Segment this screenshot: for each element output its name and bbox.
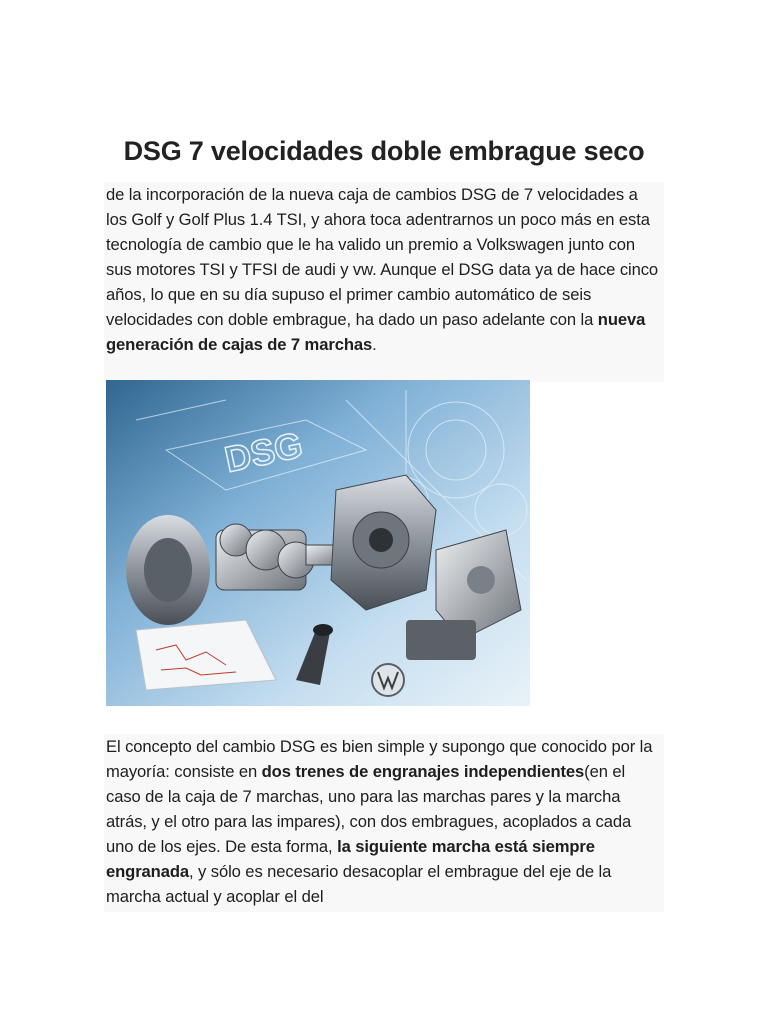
paragraph-concept-bold-1: dos trenes de engranajes independientes xyxy=(261,762,585,781)
dsg-gearbox-image xyxy=(106,380,530,706)
paragraph-concept-text-3: , y sólo es necesario desacoplar el embrague del eje de la marcha actual y acoplar el del xyxy=(106,862,612,906)
paragraph-intro-bold: nueva generación de cajas de 7 marchas xyxy=(106,310,646,354)
text-block-concept xyxy=(104,734,664,912)
dsg-logo-text: DSG xyxy=(221,423,306,481)
text-block-intro xyxy=(104,182,664,382)
paragraph-concept-text-2: (en el caso de la caja de 7 marchas, uno para las marchas pares y la marcha atrás, y el otro para las impares), con dos embragues, acoplados a cada uno de los ejes. De esta forma, xyxy=(106,762,632,856)
paragraph-concept-text-1: El concepto del cambio DSG es bien simple y supongo que conocido por la mayoría: consiste en xyxy=(106,737,653,781)
page-title: DSG 7 velocidades doble embrague seco xyxy=(123,136,645,166)
paragraph-concept-bold-2: la siguiente marcha está siempre engranada xyxy=(106,837,595,881)
paragraph-intro-end: . xyxy=(372,335,377,354)
paragraph-concept xyxy=(104,734,664,909)
paragraph-intro xyxy=(104,182,664,357)
paragraph-intro-text: de la incorporación de la nueva caja de cambios DSG de 7 velocidades a los Golf y Golf Plus 1.4 TSI, y ahora toca adentrarnos un poco más en esta tecnología de cambio que le ha valido un premio a Volkswagen junto con sus motores TSI y TFSI de audi y vw. Aunque el DSG data ya de hace cinco años, lo que en su día supuso el primer cambio automático de seis velocidades con doble embrague, ha dado un paso adelante con la xyxy=(106,185,659,329)
